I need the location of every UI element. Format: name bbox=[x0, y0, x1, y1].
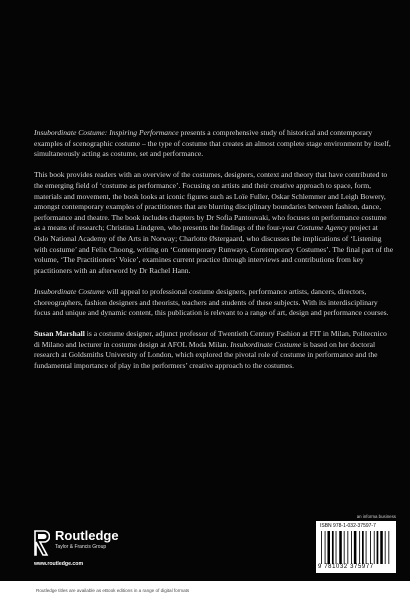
author-name: Susan Marshall bbox=[34, 329, 85, 339]
costume-agency-title: Costume Agency bbox=[296, 223, 348, 233]
audience-text: will appeal to professional costume designers, performance artists, dancers, directors, choreographers, fashion designers and theorists, teachers and students of these subjects. With its interdisciplinary focus and unique and dynamic content, this publication is relevant to a range of art, design and performance courses. bbox=[34, 286, 389, 318]
publisher-url: www.routledge.com bbox=[34, 561, 84, 567]
isbn-block bbox=[316, 514, 396, 574]
barcode-panel bbox=[316, 521, 396, 573]
barcode-icon bbox=[320, 531, 392, 564]
publisher-name: Routledge bbox=[55, 528, 119, 543]
paragraph-intro bbox=[34, 128, 394, 160]
publisher-subtitle: Taylor & Francis Group bbox=[55, 544, 107, 550]
blurb-text bbox=[34, 128, 394, 382]
paragraph-author bbox=[34, 329, 394, 371]
routledge-logo bbox=[34, 528, 154, 570]
informa-label: an informa business bbox=[356, 514, 396, 519]
overview-text-b: project at Oslo National Academy of the Arts in Norway; Charlotte Østergaard, who discusses the implications of ‘Listening with costume’ and Felix Choong, writing on ‘Contemporary Runways, Contemporary Costumes’. The final part of the volume, ‘The Practitioners’ Voice’, examines current practice through interviews and contributions from key practitioners with an afterword by Dr Rachel Hann. bbox=[34, 223, 394, 275]
book-title-short: Insubordinate Costume bbox=[34, 286, 105, 296]
ebook-footer-note: Routledge titles are available as eBook editions in a range of digital formats bbox=[36, 588, 190, 593]
barcode-number: 9 781032 375977 bbox=[318, 564, 374, 570]
paragraph-overview bbox=[34, 170, 394, 276]
paragraph-audience bbox=[34, 287, 394, 319]
overview-text-a: This book provides readers with an overview of the costumes, designers, context and theory that have contributed to the emerging field of ‘costume as performance’. Focusing on artists and their creative approach to space, form, materials and movement, the book looks at iconic figures such as Loïe Fuller, Oskar Schlemmer and Leigh Bowery, amongst contemporary examples of practitioners that are blurring disciplinary boundaries between fashion, dance, performance and theatre. The book includes chapters by Dr Sofia Pantouvaki, who focuses on performance costume as a means of research; Christina Lindgren, who presents the findings of the four-year bbox=[34, 170, 388, 233]
book-title-short-2: Insubordinate Costume bbox=[230, 339, 302, 349]
isbn-label: ISBN 978-1-032-37597-7 bbox=[320, 523, 376, 529]
book-title: Insubordinate Costume: Inspiring Performance bbox=[34, 128, 179, 137]
author-bio-b: is based on her doctoral research at Goldsmiths University of London, which explored the pivotal role of costume in performance and the fundamental importance of play in the performers’ creative approach to the costumes. bbox=[34, 339, 378, 371]
routledge-r-icon bbox=[34, 528, 50, 558]
author-bio-a: is a costume designer, adjunct professor of Twentieth Century Fashion at FIT in Milan, Politecnico di Milano and lecturer in costume design at AFOL Moda Milan. bbox=[34, 329, 387, 349]
intro-text: presents a comprehensive study of historical and contemporary examples of scenographic costume – the type of costume that creates an almost complete stage environment by itself, simultaneously acting as costume, set and performance. bbox=[34, 128, 391, 159]
